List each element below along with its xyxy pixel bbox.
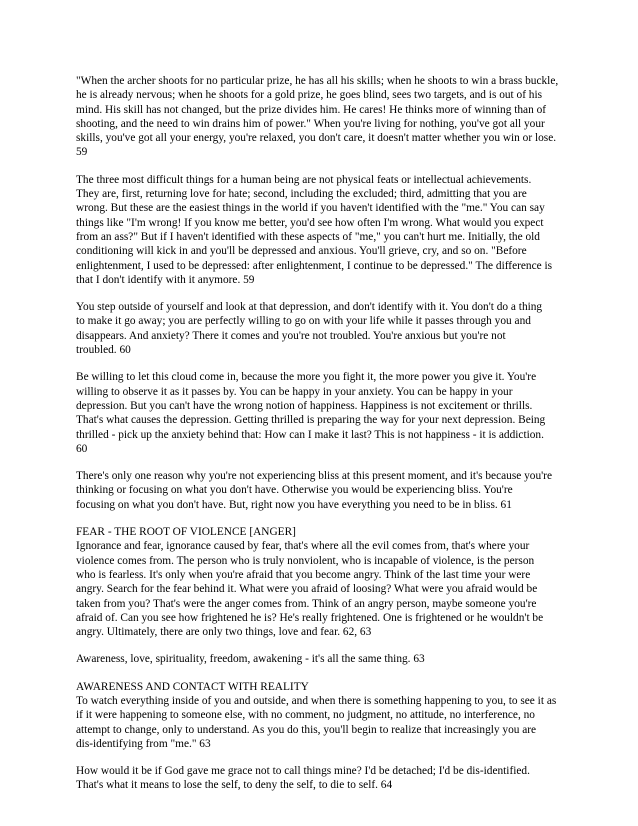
paragraph-cloud: Be willing to let this cloud come in, because the more you fight it, the more power you give it. You're willing to observe it as it passes by. You can be happy in your anxiety. You can be happy in your depression. But you can't have the wrong notion of happiness. Happiness is not excitement or thrills. That's what causes the depression. Getting thrilled is preparing the way for your next depression. Being thrilled - pick up the anxiety behind that: How can I make it last? This is not happiness - it is addiction. 60 [76, 371, 546, 455]
paragraph-awareness-same-thing: Awareness, love, spirituality, freedom, awakening - it's all the same thing. 63 [76, 653, 425, 666]
section-body-fear: Ignorance and fear, ignorance caused by fear, that's where all the evil comes from, that's where your violence comes from. The person who is truly nonviolent, who is incapable of violence, is the person who is fearless. It's only when you're afraid that you become angry. Think of the last time your were angry. Search for the fear behind it. What were you afraid of loosing? What were you afraid would be taken from you? That's were the anger comes from. Think of an angry person, maybe someone you're afraid of. Can you see how frightened he is? He's really frightened. One is frightened or he wouldn't be angry. Ultimately, there are only two things, love and fear. 62, 63 [76, 540, 544, 639]
paragraph-grace: How would it be if God gave me grace not to call things mine? I'd be detached; I'd be dis-identified. That's what it means to lose the self, to deny the self, to die to self. 64 [76, 765, 530, 792]
paragraph-bliss: There's only one reason why you're not experiencing bliss at this present moment, and it's because you're thinking or focusing on what you don't have. Otherwise you would be experiencing bliss. You're focusing on what you don't have. But, right now you have everything you need to be in bliss. 61 [76, 470, 552, 511]
section-heading-awareness: AWARENESS AND CONTACT WITH REALITY [76, 680, 309, 693]
section-fear [76, 525, 578, 639]
section-heading-fear: FEAR - THE ROOT OF VIOLENCE [ANGER] [76, 526, 296, 539]
section-body-awareness: To watch everything inside of you and outside, and when there is something happening to you, to see it as if it were happening to someone else, with no comment, no judgment, no attitude, no interference, no attempt to change, only to understand. As you do this, you'll begin to realize that increasingly you are dis-identifying from "me." 63 [76, 694, 557, 750]
paragraph-archer-quote: "When the archer shoots for no particular prize, he has all his skills; when he shoots to win a brass buckle, he is already nervous; when he shoots for a gold prize, he goes blind, sees two targets, and is out of his mind. His skill has not changed, but the prize divides him. He cares! He thinks more of winning than of shooting, and the need to win drains him of power." When you're living for nothing, you've got all your skills, you've got all your energy, you're relaxed, you don't care, it doesn't matter whether you win or lose. 59 [76, 75, 559, 159]
paragraph-three-difficult-things: The three most difficult things for a human being are not physical feats or intellectual achievements. They are, first, returning love for hate; second, including the excluded; third, admitting that you are wrong. But these are the easiest things in the world if you haven't identified with the "me." You can say things like "I'm wrong! If you know me better, you'd see how often I'm wrong. What would you expect from an ass?" But if I haven't identified with these aspects of "me," you can't hurt me. Initially, the old conditioning will kick in and you'll be depressed and anxious. You'll grieve, cry, and so on. "Before enlightenment, I used to be depressed: after enlightenment, I continue to be depressed." The difference is that I don't identify with it anymore. 59 [76, 173, 553, 286]
section-awareness [76, 680, 578, 751]
paragraph-step-outside: You step outside of yourself and look at that depression, and don't identify with it. You don't do a thing to make it go away; you are perfectly willing to go on with your life while it passes through you and disappears. And anxiety? There it comes and you're not troubled. You're anxious but you're not troubled. 60 [76, 301, 543, 357]
